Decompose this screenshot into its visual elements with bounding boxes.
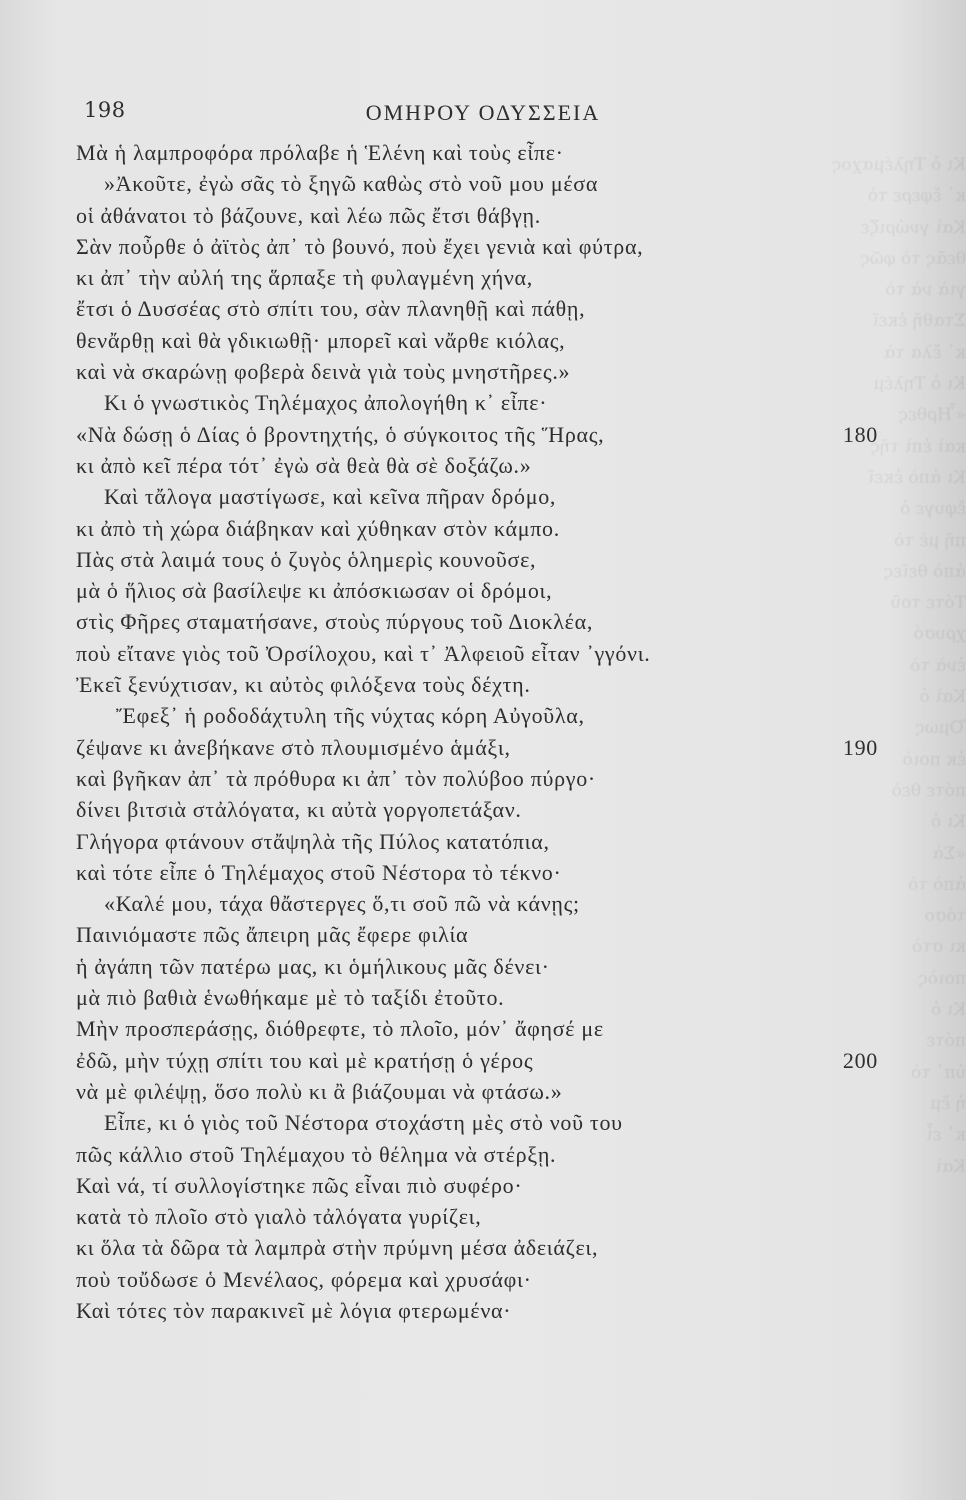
verse-text: νὰ μὲ φιλέψῃ, ὅσο πολὺ κι ἂ βιάζουμαι νὰ φτάσω.» (76, 1078, 563, 1104)
verse-text: κι ἀπὸ τὴ χώρα διάβηκαν καὶ χύθηκαν στὸν κάμπο. (76, 515, 560, 541)
verse-text: κι ἀπὸ κεῖ πέρα τότ᾽ ἐγὼ σὰ θεὰ θὰ σὲ δοξάζω.» (76, 452, 532, 478)
verse-text: ἔτσι ὁ Δυσσέας στὸ σπίτι του, σὰν πλανηθῇ καὶ πάθῃ, (76, 296, 586, 322)
verse-line (76, 1076, 886, 1107)
verse-line (76, 1139, 886, 1170)
verse-text: Καὶ νά, τί συλλογίστηκε πῶς εἶναι πιὸ συφέρο· (76, 1172, 523, 1198)
verse-line (76, 606, 886, 637)
verse-line (76, 826, 886, 857)
verse-text: δίνει βιτσιὰ στἀλόγατα, κι αὐτὰ γοργοπετάξαν. (76, 797, 522, 823)
verse-line (76, 513, 886, 544)
verse-line (76, 450, 886, 481)
verse-line (76, 951, 886, 982)
verse-line (76, 137, 886, 168)
verse-text: ζέψανε κι ἀνεβήκανε στὸ πλουμισμένο ἁμάξι, (76, 734, 511, 760)
verse-text: »Ἀκοῦτε, ἐγὼ σᾶς τὸ ξηγῶ καθὼς στὸ νοῦ μου μέσα (104, 171, 599, 197)
verse-text: Ἔφεξ᾽ ἡ ροδοδάχτυλη τῆς νύχτας κόρη Αὐγοῦλα, (116, 703, 585, 729)
verse-line (76, 293, 886, 324)
verse-text: καὶ τότε εἶπε ὁ Τηλέμαχος στοῦ Νέστορα τὸ τέκνο· (76, 859, 562, 885)
verse-text: καὶ νὰ σκαρώνῃ φοβερὰ δεινὰ γιὰ τοὺς μνηστῆρες.» (76, 359, 571, 385)
verse-text: Καὶ τότες τὸν παρακινεῖ μὲ λόγια φτερωμένα· (76, 1297, 512, 1323)
verse-text: ποὺ τοὔδωσε ὁ Μενέλαος, φόρεμα καὶ χρυσάφι· (76, 1266, 532, 1292)
verse-text: κατὰ τὸ πλοῖο στὸ γιαλὸ τἀλόγατα γυρίζει, (76, 1204, 482, 1230)
verse-text: καὶ βγῆκαν ἀπ᾽ τὰ πρόθυρα κι ἀπ᾽ τὸν πολύβοο πύργο· (76, 765, 596, 791)
verse-text: ἡ ἀγάπη τῶν πατέρω μας, κι ὁμήλικους μᾶς δένει· (76, 953, 550, 979)
verse-text: μὰ πιὸ βαθιὰ ἑνωθήκαμε μὲ τὸ ταξίδι ἐτοῦτο. (76, 985, 505, 1011)
verse-line (76, 544, 886, 575)
verse-line (76, 1013, 886, 1044)
verse-line (76, 1232, 886, 1263)
verse-text: κι ἀπ᾽ τὴν αὐλή της ἅρπαξε τὴ φυλαγμένη χήνα, (76, 265, 533, 291)
verse-line (76, 857, 886, 888)
line-number: 200 (842, 1047, 878, 1073)
verse-line (76, 700, 886, 731)
verse-text: Γλήγορα φτάνουν στἄψηλὰ τῆς Πύλος κατατόπια, (76, 828, 550, 854)
verse-line (76, 262, 886, 293)
verse-line (76, 575, 886, 606)
verse-text: πῶς κάλλιο στοῦ Τηλέμαχου τὸ θέλημα νὰ στέρξῃ. (76, 1141, 557, 1167)
verse-line (76, 231, 886, 262)
verse-text: ποὺ εἴτανε γιὸς τοῦ Ὀρσίλοχου, καὶ τ᾽ Ἀλφειοῦ εἶταν ᾽γγόνι. (76, 640, 651, 666)
line-number: 190 (842, 734, 878, 760)
verse-line (76, 325, 886, 356)
verse-text: «Καλέ μου, τάχα θἄστεργες ὅ,τι σοῦ πῶ νὰ κάνῃς; (104, 891, 580, 917)
page-number: 198 (84, 98, 126, 122)
verse-text: θενἄρθῃ καὶ θὰ γδικιωθῇ· μπορεῖ καὶ νἄρθε κιόλας, (76, 327, 566, 353)
verse-line (76, 763, 886, 794)
verse-line (76, 1264, 886, 1295)
verse-text: Παινιόμαστε πῶς ἄπειρη μᾶς ἔφερε φιλία (76, 922, 469, 948)
verse-text: Πὰς στὰ λαιμά τους ὁ ζυγὸς ὁλημερὶς κουνοῦσε, (76, 546, 537, 572)
bleed-through-text: Κι ὁ Τηλέμαχος κ᾽ ἔφερε τὸ Καὶ γνώριζε θεᾶς τὸ φῶς γιὰ νὰ τὸ Σταθῆ ἐκεῖ κ᾽ ἔλα τὰ Κι ὁ Τηλέμ «Ἦρθες καὶ ἐπὶ τῆς Κι ἀπὸ ἐκεῖ ἔφυγε ὁ πῆ μὲ τὸ ἀπὸ θεῖες Τότε τοῦ χρυσό ἐνὰ τὸ Καὶ ὁ Ὅμως ἐκ ποιὸ πότε θεὸ Κι ὁ «Σὰ ἀπὸ τὸ τόσο κι στὸ ποιὸς Κι ὁ πότε ὑπ᾽ τὸ ἡ ἔμ κ᾽ εἶ Καὶ (831, 155, 966, 1177)
running-title: ΟΜΗΡΟΥ ΟΔΥΣΣΕΙΑ (365, 100, 601, 125)
verse-line (76, 200, 886, 231)
verse-line (76, 669, 886, 700)
verse-text: Ἐκεῖ ξενύχτισαν, κι αὐτὸς φιλόξενα τοὺς δέχτη. (76, 672, 531, 698)
verse-line (76, 638, 886, 669)
verse-line (76, 982, 886, 1013)
verse-text: Εἶπε, κι ὁ γιὸς τοῦ Νέστορα στοχάστη μὲς στὸ νοῦ του (104, 1110, 623, 1136)
verse-text: Σὰν ποὖρθε ὁ ἀϊτὸς ἀπ᾽ τὸ βουνό, ποὺ ἔχει γενιὰ καὶ φύτρα, (76, 233, 644, 259)
verse-line (76, 1045, 886, 1076)
verse-line (76, 419, 886, 450)
verse-text: κι ὅλα τὰ δῶρα τὰ λαμπρὰ στὴν πρύμνη μέσα ἀδειάζει, (76, 1235, 599, 1261)
verse-body (76, 137, 886, 1326)
verse-line (76, 794, 886, 825)
verse-line (76, 356, 886, 387)
verse-line (76, 1295, 886, 1326)
verse-text: στὶς Φῆρες σταματήσανε, στοὺς πύργους τοῦ Διοκλέα, (76, 609, 594, 635)
verse-line (76, 1170, 886, 1201)
verse-text: «Νὰ δώσῃ ὁ Δίας ὁ βροντηχτής, ὁ σύγκοιτος τῆς Ἥρας, (76, 421, 605, 447)
verse-line (76, 387, 886, 418)
verse-text: Μὴν προσπεράσῃς, διόθρεφτε, τὸ πλοῖο, μόν᾽ ἄφησέ με (76, 1016, 604, 1042)
page-header (0, 98, 966, 134)
verse-text: Κι ὁ γνωστικὸς Τηλέμαχος ἀπολογήθη κ᾽ εἶπε· (104, 390, 548, 416)
verse-line (76, 919, 886, 950)
verse-text: οἱ ἀθάνατοι τὸ βάζουνε, καὶ λέω πῶς ἔτσι θάβγῃ. (76, 202, 541, 228)
verse-line (76, 168, 886, 199)
verse-text: ἐδῶ, μὴν τύχῃ σπίτι του καὶ μὲ κρατήσῃ ὁ γέρος (76, 1047, 534, 1073)
line-number: 180 (842, 421, 878, 447)
verse-line (76, 1201, 886, 1232)
verse-text: Μὰ ἡ λαμπροφόρα πρόλαβε ἡ Ἑλένη καὶ τοὺς εἶπε· (76, 140, 564, 165)
verse-line (76, 888, 886, 919)
verse-line (76, 481, 886, 512)
verse-line (76, 1107, 886, 1138)
verse-line (76, 732, 886, 763)
verse-text: Καὶ τἄλογα μαστίγωσε, καὶ κεῖνα πῆραν δρόμο, (104, 484, 557, 510)
verse-text: μὰ ὁ ἥλιος σὰ βασίλεψε κι ἀπόσκιωσαν οἱ δρόμοι, (76, 578, 553, 604)
